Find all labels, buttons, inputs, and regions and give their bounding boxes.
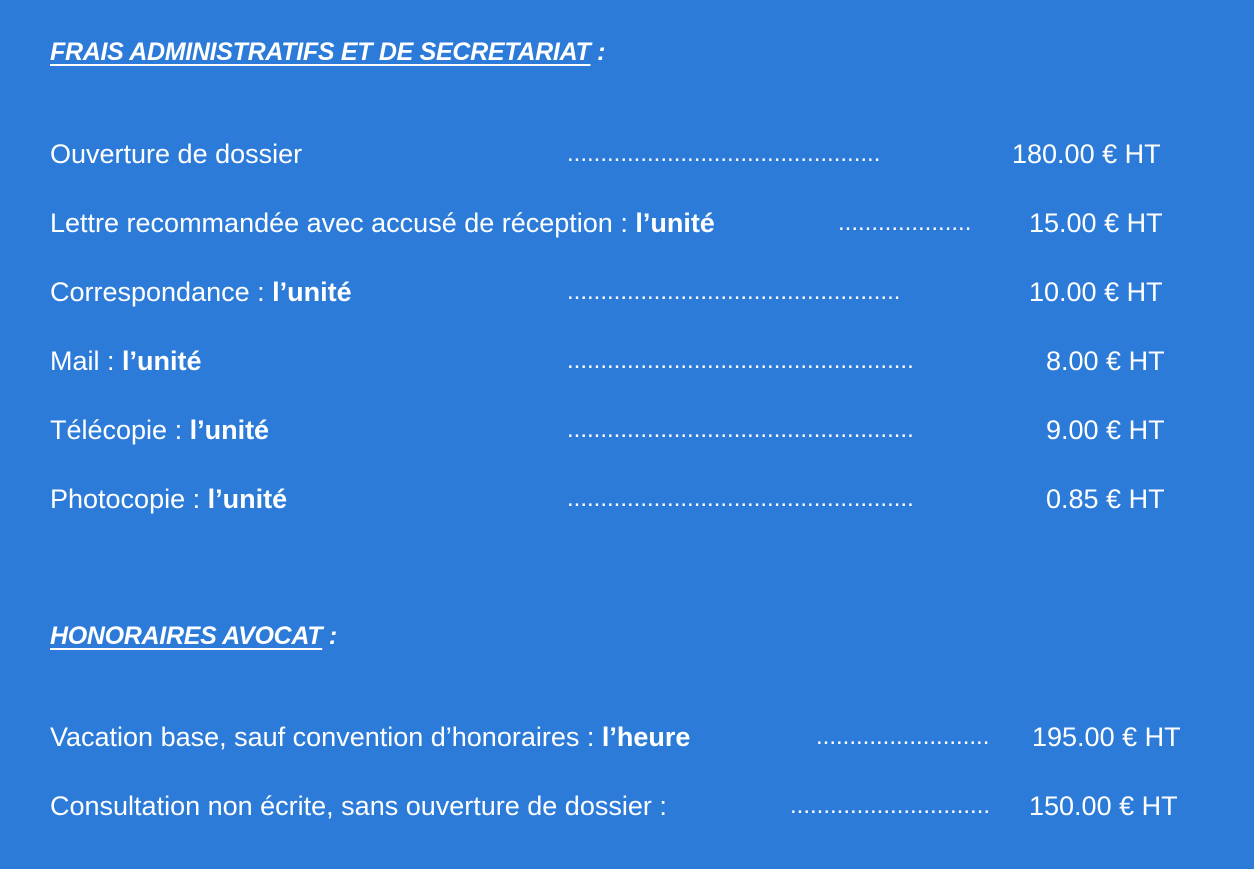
section-title: HONORAIRES AVOCAT: [50, 622, 323, 650]
fee-label: Ouverture de dossier: [50, 139, 303, 169]
leader-dots: ..........................: [816, 723, 990, 750]
fee-label: Mail : l’unité: [50, 346, 202, 376]
fee-row-lettre-recommandee: [50, 203, 1163, 243]
fee-label: Vacation base, sauf convention d’honoraires : l’heure: [50, 722, 691, 752]
fee-label: Photocopie : l’unité: [50, 484, 288, 514]
fee-price: 8.00 € HT: [1046, 346, 1165, 376]
fee-row-consultation: [50, 786, 1178, 826]
fee-label: Consultation non écrite, sans ouverture de dossier :: [50, 791, 667, 821]
fee-price: 15.00 € HT: [1029, 208, 1163, 238]
fee-row-photocopie: [50, 479, 1165, 519]
fee-row-vacation-base: [50, 717, 1181, 757]
section-title-suffix: :: [322, 622, 337, 650]
fee-price: 9.00 € HT: [1046, 415, 1165, 445]
section-title-suffix: :: [590, 38, 606, 66]
fee-price: 0.85 € HT: [1046, 484, 1165, 514]
leader-dots: ....................................................: [567, 347, 914, 374]
fee-row-ouverture-dossier: [50, 134, 1161, 174]
section-title: FRAIS ADMINISTRATIFS ET DE SECRETARIAT: [50, 38, 591, 66]
leader-dots: ....................................................: [567, 416, 914, 443]
leader-dots: ..................................................: [567, 278, 901, 305]
leader-dots: ..............................: [790, 792, 991, 819]
fee-row-telecopie: [50, 410, 1165, 450]
fee-price: 10.00 € HT: [1029, 277, 1163, 307]
leader-dots: ...............................................: [567, 140, 881, 167]
leader-dots: ....................................................: [567, 485, 914, 512]
fee-label: Lettre recommandée avec accusé de réception : l’unité: [50, 208, 715, 238]
fee-price: 180.00 € HT: [1012, 139, 1161, 169]
fee-label: Télécopie : l’unité: [50, 415, 270, 445]
section-heading-frais: [50, 38, 605, 67]
fee-label: Correspondance : l’unité: [50, 277, 352, 307]
fee-price: 150.00 € HT: [1029, 791, 1178, 821]
leader-dots: ....................: [838, 209, 972, 236]
fee-row-mail: [50, 341, 1165, 381]
fee-row-correspondance: [50, 272, 1163, 312]
section-heading-honoraires: [50, 622, 337, 651]
fee-price: 195.00 € HT: [1032, 722, 1181, 752]
